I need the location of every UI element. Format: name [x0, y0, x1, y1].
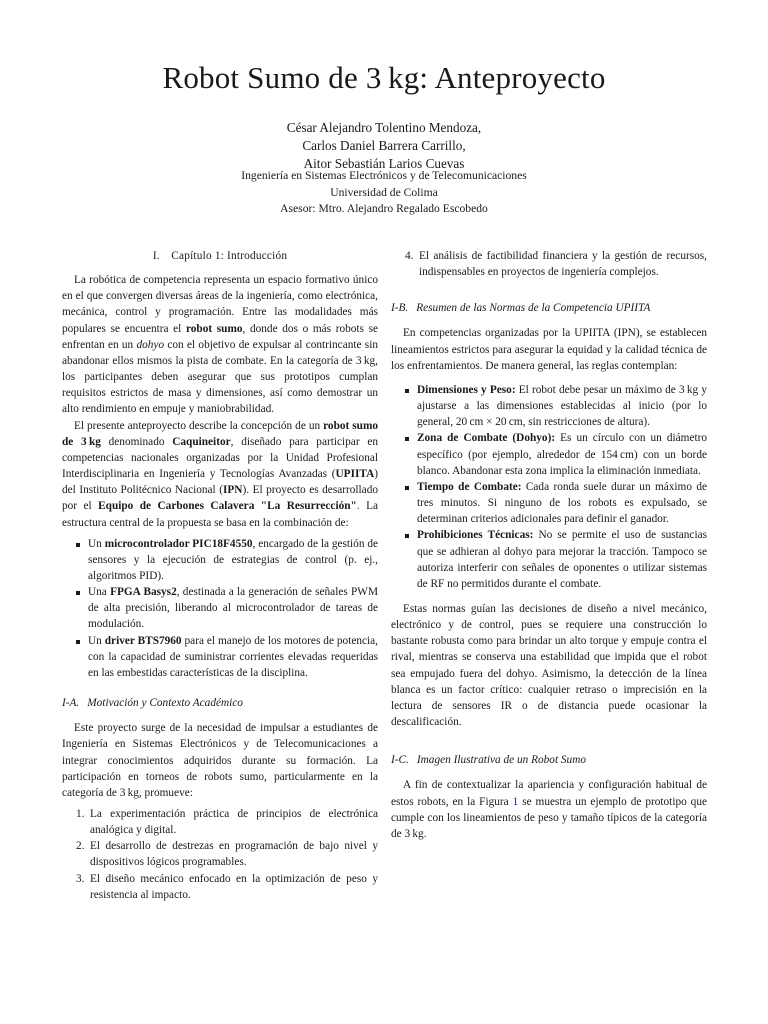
author-list [0, 119, 768, 173]
list-item: Un microcontrolador PIC18F4550, encargado de la gestión de sensores y la ejecución de estrategias de control (p. ej., algoritmos PID). [62, 536, 378, 584]
paragraph: Estas normas guían las decisiones de diseño a nivel mecánico, electrónico y de control, pues se requiere una construcción lo bastante robusta como para brindar un alto torque y empuje contra el rival, mientras se conserva una estabilidad que impida que el robot sea empujado fuera del dohyo. Asimismo, la detección de la línea blanca es un factor crítico: cualquier retraso o imprecisión en la lectura de sensores IR o de distancia puede ocasionar la descalificación. [391, 602, 707, 729]
list-item: Dimensiones y Peso: El robot debe pesar un máximo de 3 kg y ajustarse a las dimensiones establecidas al inicio (por lo general, 20 cm × 20 cm, sin restricciones de altura). [391, 382, 707, 430]
affiliation-line: Ingeniería en Sistemas Electrónicos y de Telecomunicaciones [241, 169, 527, 182]
affiliation-line: Asesor: Mtro. Alejandro Regalado Escobedo [280, 202, 488, 216]
author-name: Aitor Sebastián Larios Cuevas [303, 156, 465, 171]
paragraph: En competencias organizadas por la UPIITA (IPN), se establecen lineamientos estrictos para asegurar la equidad y la calidad técnica de los enfrentamientos. De manera general, las reglas contemplan: [391, 327, 707, 372]
numbered-list [62, 806, 378, 903]
author-name: Carlos Daniel Barrera Carrillo, [302, 138, 466, 153]
rules-list [391, 382, 707, 592]
paragraph: A fin de contextualizar la apariencia y configuración habitual de estos robots, en la Figura 1 se muestra un ejemplo de prototipo que cumple con los lineamientos de peso y tamaño típicos de la categoría de 3 kg. [391, 779, 707, 840]
left-column [62, 248, 378, 903]
affiliation-line: Universidad de Colima [330, 185, 438, 199]
list-item: Zona de Combate (Dohyo): Es un círculo con un diámetro específico (por ejemplo, alrededor de 154 cm) con un borde blanco. Abandonar esta zona implica la eliminación inmediata. [391, 430, 707, 478]
list-item: Un driver BTS7960 para el manejo de los motores de potencia, con la capacidad de suministrar corrientes elevadas requeridas en las embestidas características de la disciplina. [62, 633, 378, 681]
author-name: César Alejandro Tolentino Mendoza, [286, 120, 482, 135]
section-heading: I. Capítulo 1: Introducción [152, 250, 288, 262]
subsection-heading: I-B. Resumen de las Normas de la Competencia UPIITA [391, 302, 651, 315]
paper-title: Robot Sumo de 3 kg: Anteproyecto [162, 60, 606, 95]
paragraph: La robótica de competencia representa un espacio formativo único en el que convergen diversas áreas de la ingeniería, como electrónica, mecánica, control y programación. Entre las modalidades más populares se encuentra el robot sumo, donde dos o más robots se enfrentan en un dohyo con el objetivo de expulsar al contrincante sin abandonar ellos mismos la pista de combate. En la categoría de 3 kg, los participantes deben asegurar que sus prototipos cumplan requisitos estrictos de masa y dimensiones, así como demostrar un alto rendimiento en empuje y maniobrabilidad. [62, 274, 379, 416]
list-item: 3. El diseño mecánico enfocado en la optimización de peso y resistencia al impacto. [76, 872, 378, 901]
numbered-list-continued [391, 248, 707, 280]
subsection-heading: I-A. Motivación y Contexto Académico [62, 697, 243, 710]
paragraph: El presente anteproyecto describe la concepción de un robot sumo de 3 kg denominado Caquineitor, diseñado para participar en competencias nacionales organizadas por la Unidad Profesional Interdisciplinaria en Ingeniería y Tecnologías Avanzadas (UPIITA) del Instituto Politécnico Nacional (IPN). El proyecto es desarrollado por el Equipo de Carbones Calavera "La Resurrección". La estructura central de la propuesta se basa en la combinación de: [62, 419, 379, 529]
list-item: Una FPGA Basys2, destinada a la generación de señales PWM de alta precisión, liberando al microcontrolador de tareas de modulación. [62, 584, 378, 632]
list-item: 4. El análisis de factibilidad financiera y la gestión de recursos, indispensables en proyectos de ingeniería complejos. [405, 250, 707, 279]
component-list [62, 536, 378, 681]
list-item: 2. El desarrollo de destrezas en programación de bajo nivel y dispositivos lógicos programables. [76, 840, 378, 869]
list-item: Prohibiciones Técnicas: No se permite el uso de sustancias que se adhieran al dohyo para mejorar la tracción. Tampoco se autoriza interferir con señales de oponentes o utilizar sistemas de RF no permitidos durante el combate. [391, 527, 707, 592]
list-item: 1. La experimentación práctica de principios de electrónica analógica y digital. [76, 808, 378, 837]
subsection-heading: I-C. Imagen Ilustrativa de un Robot Sumo [391, 754, 587, 767]
affiliation-block [0, 168, 768, 218]
list-item: Tiempo de Combate: Cada ronda suele durar un máximo de tres minutos. Si ninguno de los robots es expulsado, se determinan criterios adicionales para definir el ganador. [391, 479, 707, 527]
figure-reference-link[interactable]: 1 [512, 795, 519, 808]
right-column [391, 248, 707, 842]
paragraph: Este proyecto surge de la necesidad de impulsar a estudiantes de Ingeniería en Sistemas Electrónicos y de Telecomunicaciones a integrar conocimientos adquiridos durante su formación. La participación en torneos de robots sumo, particularmente en la categoría de 3 kg, promueve: [62, 722, 378, 799]
